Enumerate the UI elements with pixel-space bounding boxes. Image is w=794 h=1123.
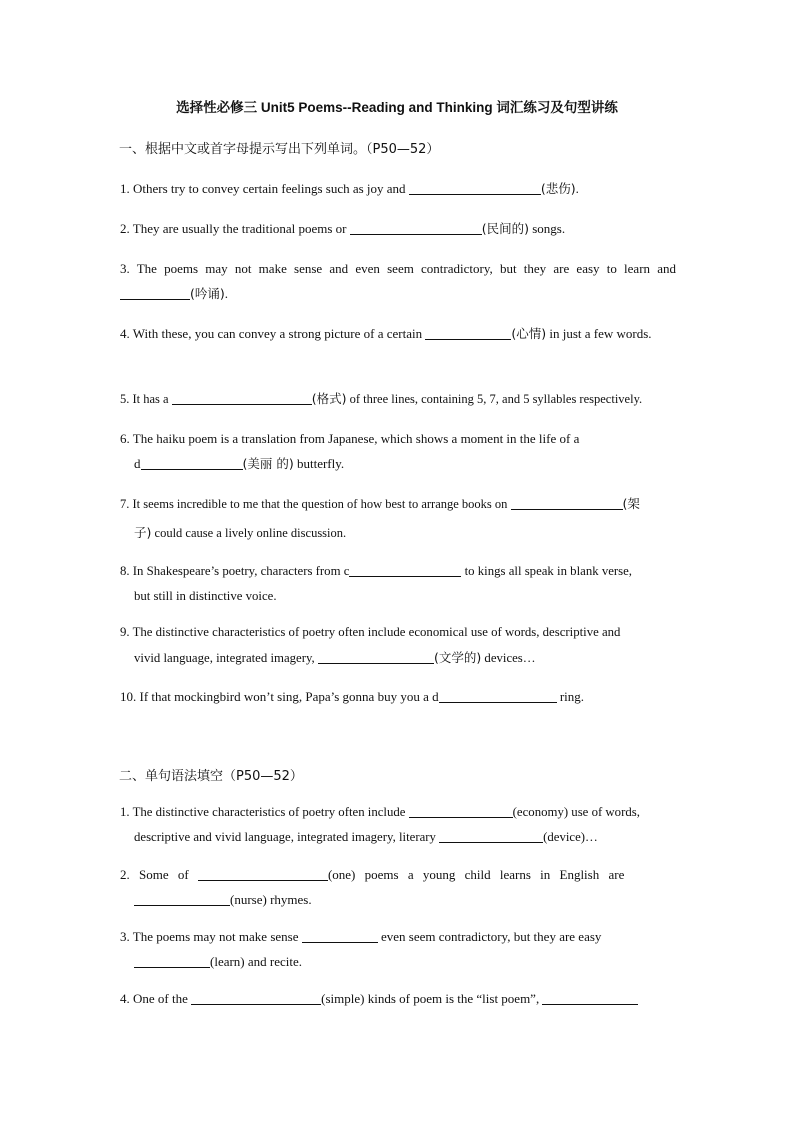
answer-blank[interactable]	[318, 649, 434, 664]
answer-blank[interactable]	[134, 953, 210, 968]
s1-question-2: 2. They are usually the traditional poems or (民间的) songs.	[120, 221, 566, 236]
s2-question-1: 1. The distinctive characteristics of poetry often include (economy) use of words, descriptive and vivid language, integrated imagery, literary (device)…	[120, 805, 640, 844]
s2-question-4: 4. One of the (simple) kinds of poem is the “list poem”,	[120, 986, 676, 1011]
answer-blank[interactable]	[141, 455, 243, 470]
s2-question-2: 2. Some of (one) poems a young child learns in English are (nurse) rhymes.	[120, 867, 625, 907]
section-2-heading: 二、单句语法填空（P50—52）	[119, 769, 303, 784]
answer-blank[interactable]	[349, 562, 461, 577]
section-1-heading: 一、根据中文或首字母提示写出下列单词。（P50—52）	[119, 142, 440, 157]
s1-question-9: 9. The distinctive characteristics of poetry often include economical use of words, descriptive and vivid language, integrated imagery, (文学的) devices…	[120, 625, 621, 665]
answer-blank[interactable]	[542, 990, 638, 1005]
s1-question-5: 5. It has a (格式) of three lines, containing 5, 7, and 5 syllables respectively.	[120, 391, 643, 406]
answer-blank[interactable]	[134, 891, 230, 906]
s2-question-3: 3. The poems may not make sense even seem contradictory, but they are easy (learn) and recite.	[120, 929, 602, 969]
s1-question-7: 7. It seems incredible to me that the question of how best to arrange books on (架 子) could cause a lively online discussion.	[120, 496, 640, 540]
answer-blank[interactable]	[439, 828, 543, 843]
s1-question-1: 1. Others try to convey certain feelings such as joy and (悲伤).	[120, 181, 579, 196]
answer-blank[interactable]	[302, 928, 378, 943]
answer-blank[interactable]	[198, 866, 328, 881]
answer-blank[interactable]	[350, 220, 482, 235]
answer-blank[interactable]	[439, 688, 557, 703]
answer-blank[interactable]	[120, 285, 190, 300]
answer-blank[interactable]	[172, 390, 312, 405]
answer-blank[interactable]	[409, 803, 513, 818]
s1-question-10: 10. If that mockingbird won’t sing, Papa’s gonna buy you a d ring.	[120, 689, 585, 704]
answer-blank[interactable]	[409, 180, 541, 195]
answer-blank[interactable]	[425, 325, 511, 340]
answer-blank[interactable]	[191, 990, 321, 1005]
s1-question-8: 8. In Shakespeare’s poetry, characters from c to kings all speak in blank verse, but still in distinctive voice.	[120, 564, 633, 603]
answer-blank[interactable]	[511, 495, 623, 510]
s1-question-3: 3. The poems may not make sense and even seem contradictory, but they are easy to learn and (吟诵).	[120, 261, 676, 301]
page-title: 选择性必修三 Unit5 Poems--Reading and Thinking 词汇练习及句型讲练	[176, 100, 618, 115]
s1-question-6: 6. The haiku poem is a translation from Japanese, which shows a moment in the life of a d (美丽 的) butterfly.	[120, 431, 580, 471]
s1-question-4: 4. With these, you can convey a strong picture of a certain (心情) in just a few words.	[120, 326, 652, 341]
